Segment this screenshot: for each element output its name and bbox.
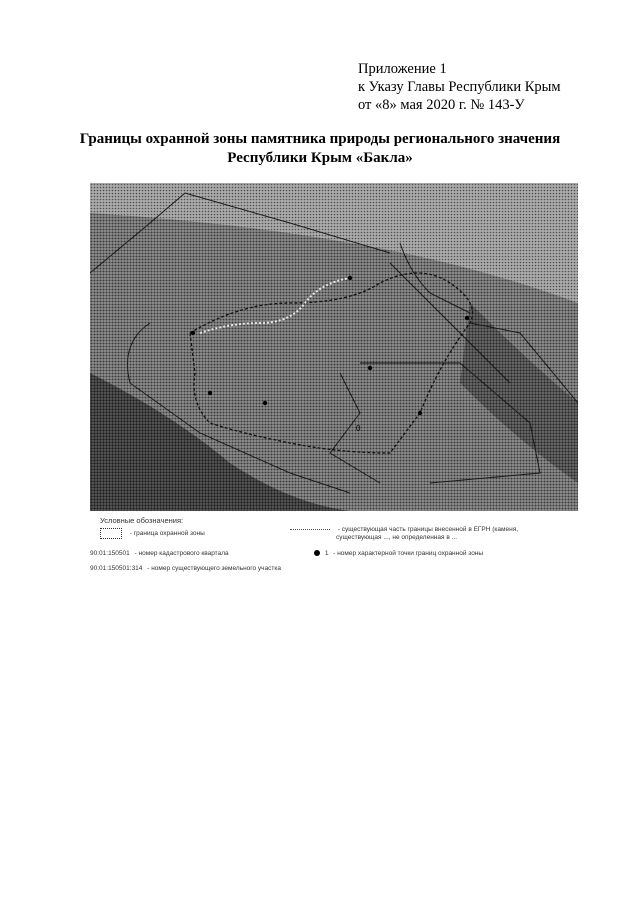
char-point-label: - номер характерной точки границ охранной зоны: [333, 550, 484, 557]
document-title: [0, 130, 640, 168]
legend-existing-border-label-1: - существующая часть границы внесенной в ЕГРН (каменя,: [337, 526, 519, 533]
legend-caption: Условные обозначения:: [100, 516, 184, 525]
appendix-decree-ref: к Указу Главы Республики Крым: [358, 79, 561, 95]
map-image: [90, 183, 578, 511]
legend-char-point: [314, 550, 483, 558]
satellite-map: [90, 183, 578, 511]
appendix-header: [358, 60, 561, 114]
existing-border-swatch: [290, 529, 330, 530]
legend-existing-border: [290, 526, 518, 534]
legend-zone-border-label: - граница охранной зоны: [129, 530, 205, 538]
legend-zone-border: [100, 528, 205, 539]
appendix-number: Приложение 1: [358, 61, 447, 77]
parcel-code: 90:01:150501:314: [90, 565, 143, 572]
appendix-date: от «8» мая 2020 г. № 143-У: [358, 97, 525, 113]
legend-parcel: [90, 565, 281, 573]
char-point-dot-icon: [314, 550, 320, 556]
zone-border-swatch: [100, 528, 122, 539]
quarter-code: 90:01:150501: [90, 550, 130, 557]
title-line-2: Республики Крым «Бакла»: [227, 150, 413, 166]
map-point-label: 0: [356, 424, 361, 433]
legend-quarter: [90, 550, 229, 558]
legend-existing-border-label-2: существующая ..., не определенная в ...: [336, 534, 457, 541]
parcel-label: - номер существующего земельного участка: [147, 565, 282, 572]
char-point-number: 1: [324, 550, 329, 557]
quarter-label: - номер кадастрового квартала: [134, 550, 229, 557]
legend-existing-border-line2: [336, 534, 457, 542]
title-line-1: Границы охранной зоны памятника природы регионального значения: [79, 131, 561, 147]
map-legend: [90, 514, 578, 584]
